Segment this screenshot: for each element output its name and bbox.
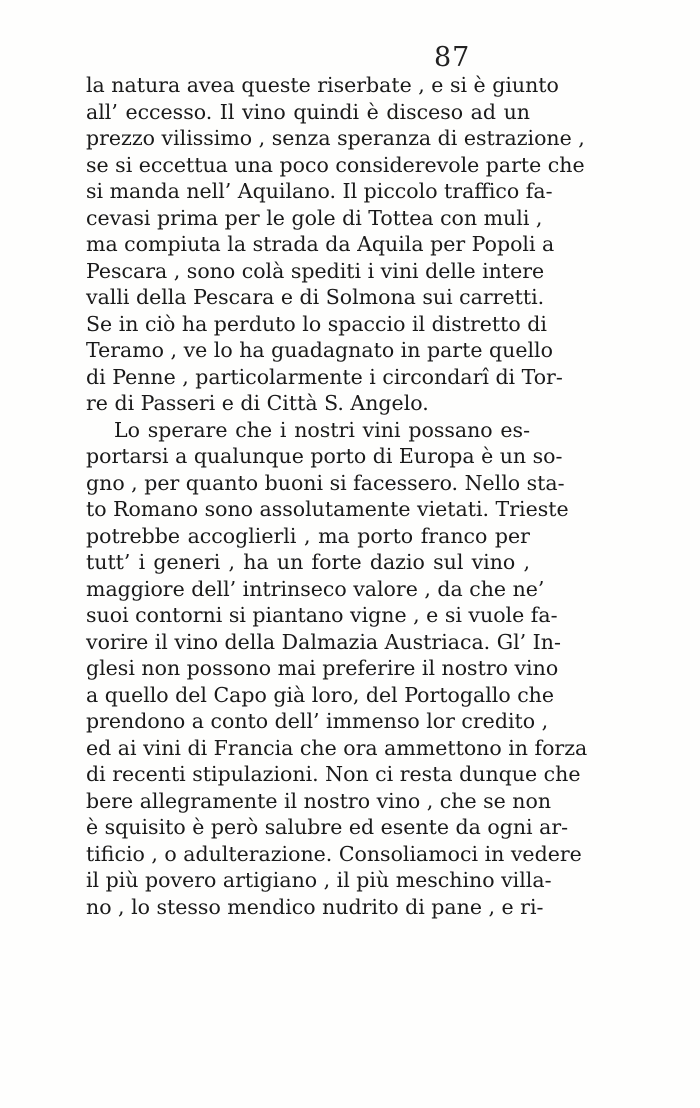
text-line: Teramo , ve lo ha guadagnato in parte quello (86, 338, 553, 362)
text-line-paragraph-end: re di Passeri e di Città S. Angelo. (86, 391, 429, 415)
text-line: to Romano sono assolutamente vietati. Trieste (86, 497, 569, 521)
text-line: tificio , o adulterazione. Consoliamoci in vedere (86, 841, 582, 866)
text-line: di Penne , particolarmente i circondarî di Tor- (86, 364, 563, 389)
text-line: all’ eccesso. Il vino quindi è disceso ad un (86, 99, 530, 124)
text-line: maggiore dell’ intrinseco valore , da che ne’ (86, 576, 545, 601)
text-line: ma compiuta la strada da Aquila per Popoli a (86, 232, 555, 256)
text-line: suoi contorni si piantano vigne , e si vuole fa- (86, 603, 558, 627)
text-line: Se in ciò ha perduto lo spaccio il distretto di (86, 311, 547, 336)
text-line: Pescara , sono colà spediti i vini delle intere (86, 258, 545, 283)
text-line: a quello del Capo già loro, del Portogallo che (86, 682, 555, 707)
text-line: se si eccettua una poco considerevole parte che (86, 152, 585, 177)
text-line: prendono a conto dell’ immenso lor credito , (86, 709, 549, 733)
text-line: si manda nell’ Aquilano. Il piccolo traffico fa- (86, 179, 553, 203)
text-line: glesi non possono mai preferire il nostro vino (86, 656, 559, 680)
body-text (86, 72, 588, 920)
text-line: no , lo stesso mendico nudrito di pane , e ri- (86, 894, 544, 919)
text-line: è squisito è però salubre ed esente da ogni ar- (86, 815, 569, 839)
text-line: gno , per quanto buoni si facessero. Nello sta- (86, 470, 565, 495)
text-line: portarsi a qualunque porto di Europa è un so- (86, 444, 563, 468)
text-line: la natura avea queste riserbate , e si è giunto (86, 73, 559, 97)
text-line: tutt’ i generi , ha un forte dazio sul vino , (86, 550, 530, 574)
text-line: valli della Pescara e di Solmona sui carretti. (86, 285, 545, 309)
text-line: potrebbe accoglierli , ma porto franco per (86, 523, 530, 548)
page-number: 87 (434, 42, 471, 73)
text-line: di recenti stipulazioni. Non ci resta dunque che (86, 762, 581, 786)
text-line: vorire il vino della Dalmazia Austriaca. Gl’ In- (86, 629, 561, 654)
text-line: bere allegramente il nostro vino , che se non (86, 788, 552, 813)
text-line-paragraph-start: Lo sperare che i nostri vini possano es- (114, 417, 530, 442)
text-line: il più povero artigiano , il più meschino villa- (86, 868, 552, 892)
text-line: cevasi prima per le gole di Tottea con muli , (86, 205, 543, 230)
text-line: ed ai vini di Francia che ora ammettono in forza (86, 735, 588, 760)
text-line: prezzo vilissimo , senza speranza di estrazione , (86, 126, 585, 150)
